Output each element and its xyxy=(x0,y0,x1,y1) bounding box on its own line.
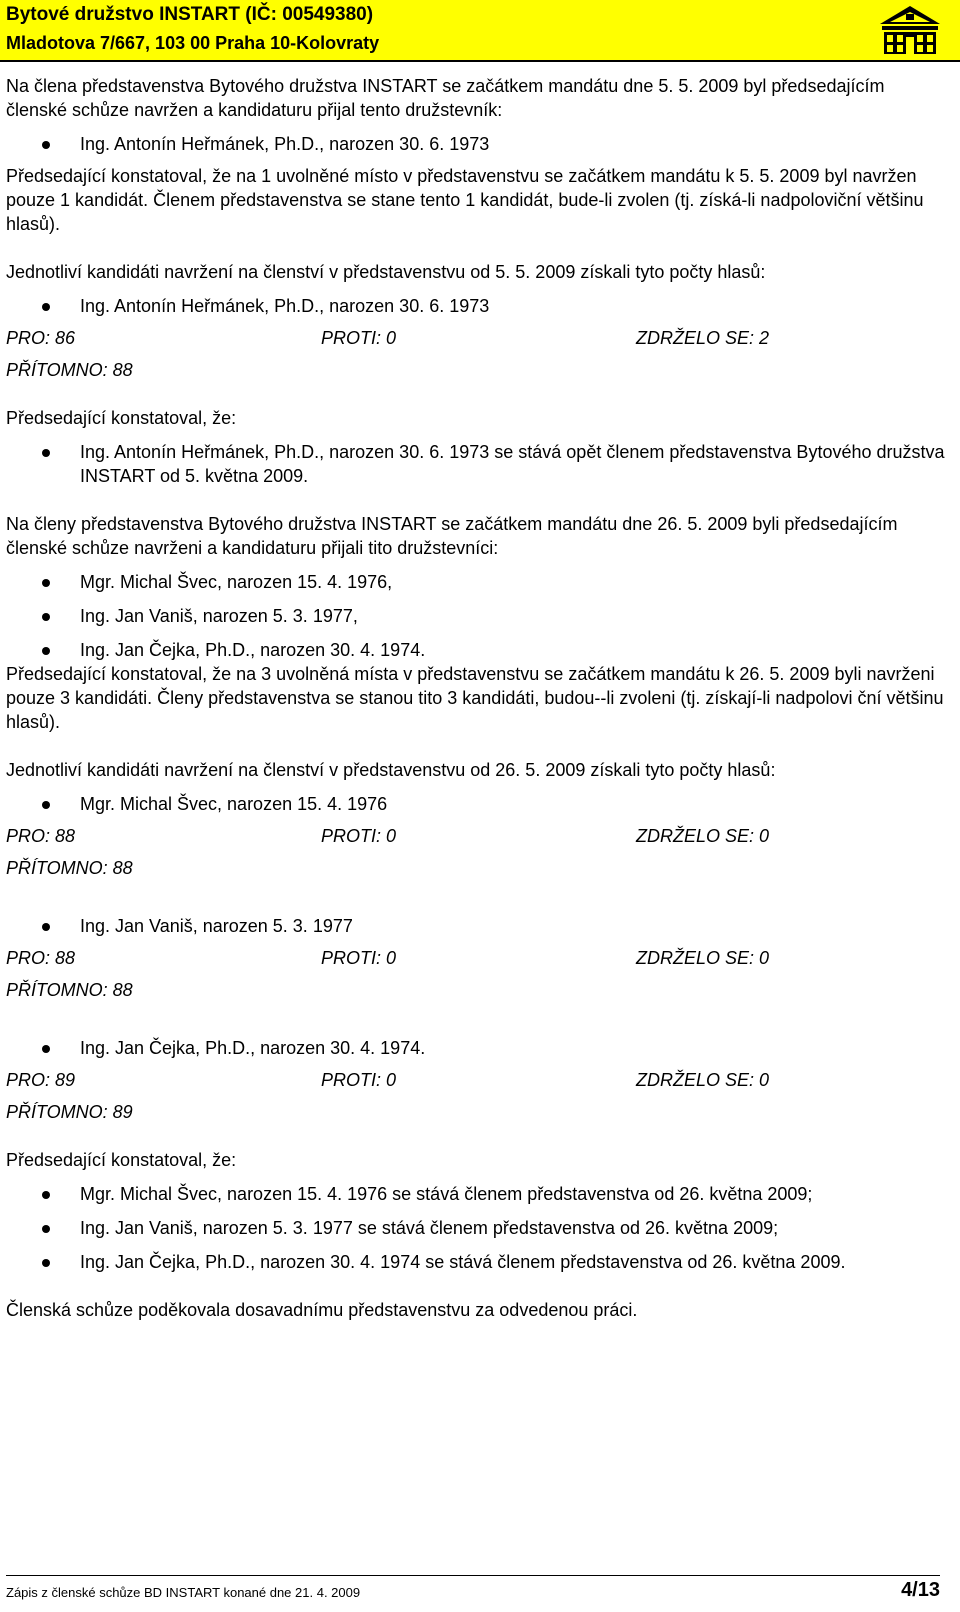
vote-row xyxy=(6,326,946,350)
votes-for: PRO: 89 xyxy=(6,1070,76,1090)
votes-against: PROTI: 0 xyxy=(321,1070,397,1090)
s4-candidate: Ing. Jan Vaniš, narozen 5. 3. 1977, xyxy=(6,604,946,628)
attendance: PŘÍTOMNO: 88 xyxy=(6,858,133,878)
s3-heading: Předsedající konstatoval, že: xyxy=(6,408,237,428)
document-body xyxy=(6,74,946,1322)
votes-abstain: ZDRŽELO SE: 0 xyxy=(636,1070,770,1090)
attendance: PŘÍTOMNO: 88 xyxy=(6,360,133,380)
s5-candidate: Ing. Jan Vaniš, narozen 5. 3. 1977 xyxy=(6,914,946,938)
page-footer xyxy=(6,1575,940,1602)
vote-row xyxy=(6,1068,946,1092)
s6-result: Ing. Jan Čejka, Ph.D., narozen 30. 4. 1974 se stává členem představenstva od 26. května 2009. xyxy=(6,1250,946,1274)
house-logo-icon xyxy=(878,4,942,56)
s5-candidate: Ing. Jan Čejka, Ph.D., narozen 30. 4. 1974. xyxy=(6,1036,946,1060)
s1-candidate: Ing. Antonín Heřmánek, Ph.D., narozen 30. 6. 1973 xyxy=(6,132,946,156)
s6-result: Ing. Jan Vaniš, narozen 5. 3. 1977 se stává členem představenstva od 26. května 2009; xyxy=(6,1216,946,1240)
votes-against: PROTI: 0 xyxy=(321,948,397,968)
votes-abstain: ZDRŽELO SE: 2 xyxy=(636,328,770,348)
vote-row xyxy=(6,946,946,970)
s6-heading: Předsedající konstatoval, že: xyxy=(6,1150,237,1170)
votes-abstain: ZDRŽELO SE: 0 xyxy=(636,826,770,846)
s2-intro: Jednotliví kandidáti navržení na členství v představenstvu od 5. 5. 2009 získali tyto počty hlasů: xyxy=(6,262,766,282)
votes-abstain: ZDRŽELO SE: 0 xyxy=(636,948,770,968)
votes-against: PROTI: 0 xyxy=(321,826,397,846)
votes-for: PRO: 88 xyxy=(6,826,76,846)
s4-intro: Na členy představenstva Bytového družstva INSTART se začátkem mandátu dne 26. 5. 2009 byli předsedajícím členské schůze navrženi a kandidaturu přijali tito družstevníci: xyxy=(6,514,898,558)
votes-for: PRO: 86 xyxy=(6,328,76,348)
attendance: PŘÍTOMNO: 88 xyxy=(6,980,133,1000)
s4-statement: Předsedající konstatoval, že na 3 uvolněná místa v představenstvu se začátkem mandátu k 26. 5. 2009 byli navrženi pouze 3 kandidáti. Členy představenstva se stanou tito 3 kandidáti, budou--li zvoleni (tj. získají-li nadpolovi ční většinu hlasů). xyxy=(6,664,944,732)
attendance: PŘÍTOMNO: 89 xyxy=(6,1102,133,1122)
s3-result: Ing. Antonín Heřmánek, Ph.D., narozen 30. 6. 1973 se stává opět členem představenstva Bytového družstva INSTART od 5. května 2009. xyxy=(6,440,946,488)
s2-candidate: Ing. Antonín Heřmánek, Ph.D., narozen 30. 6. 1973 xyxy=(6,294,946,318)
s4-candidate: Ing. Jan Čejka, Ph.D., narozen 30. 4. 1974. xyxy=(6,638,946,662)
s6-result: Mgr. Michal Švec, narozen 15. 4. 1976 se stává členem představenstva od 26. května 2009; xyxy=(6,1182,946,1206)
page-number: 4/13 xyxy=(901,1579,940,1601)
organization-address: Mladotova 7/667, 103 00 Praha 10-Kolovraty xyxy=(6,33,380,53)
closing-statement: Členská schůze poděkovala dosavadnímu představenstvu za odvedenou práci. xyxy=(6,1300,638,1320)
s4-candidate: Mgr. Michal Švec, narozen 15. 4. 1976, xyxy=(6,570,946,594)
s5-candidate: Mgr. Michal Švec, narozen 15. 4. 1976 xyxy=(6,792,946,816)
page-header xyxy=(0,0,960,62)
footer-title: Zápis z členské schůze BD INSTART konané dne 21. 4. 2009 xyxy=(6,1585,361,1600)
vote-row xyxy=(6,824,946,848)
organization-name: Bytové družstvo INSTART (IČ: 00549380) xyxy=(6,4,374,25)
votes-against: PROTI: 0 xyxy=(321,328,397,348)
s1-statement: Předsedající konstatoval, že na 1 uvolněné místo v představenstvu se začátkem mandátu k 5. 5. 2009 byl navržen pouze 1 kandidát. Členem představenstva se stane tento 1 kandidát, bude-li zvolen (tj. získá-li nadpoloviční většinu hlasů). xyxy=(6,166,924,234)
s5-intro: Jednotliví kandidáti navržení na členství v představenstvu od 26. 5. 2009 získali tyto počty hlasů: xyxy=(6,760,776,780)
s1-intro: Na člena představenstva Bytového družstva INSTART se začátkem mandátu dne 5. 5. 2009 byl předsedajícím členské schůze navržen a kandidaturu přijal tento družstevník: xyxy=(6,76,885,120)
votes-for: PRO: 88 xyxy=(6,948,76,968)
